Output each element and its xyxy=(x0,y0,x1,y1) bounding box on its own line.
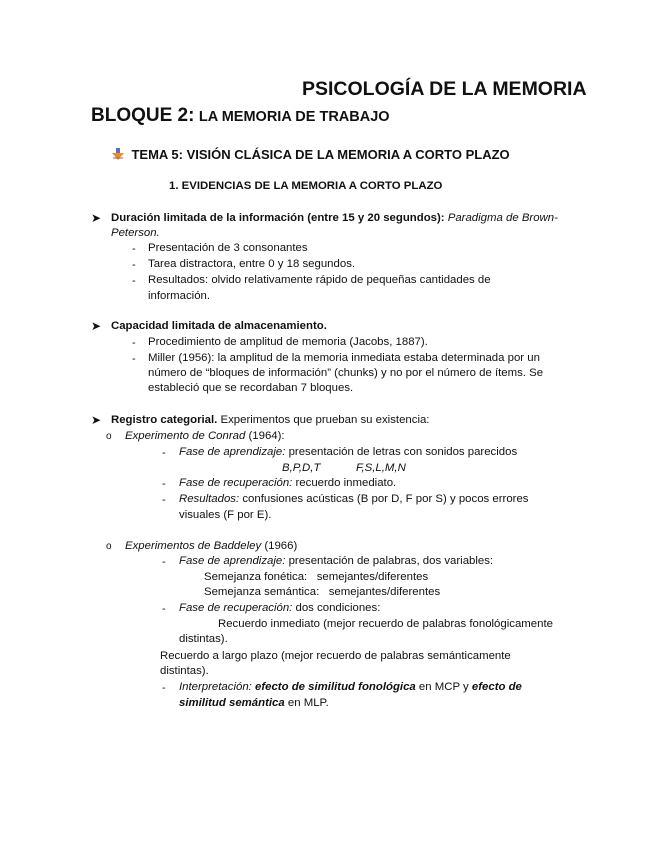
list-item-continuation: estableció que se recordaban 7 bloques. xyxy=(148,382,354,394)
baddeley-recuerdo-largo-plazo-cont: distintas). xyxy=(160,665,209,677)
baddeley-recuerdo-inmediato: Recuerdo inmediato (mejor recuerdo de palabras fonológicamente xyxy=(218,618,553,630)
conrad-resultados: Resultados: confusiones acústicas (B por D, F por S) y pocos errores xyxy=(179,493,529,505)
capacidad-heading: Capacidad limitada de almacenamiento. xyxy=(111,320,327,332)
dash-bullet-icon: - xyxy=(132,353,136,365)
topic-heading xyxy=(111,146,510,164)
dash-bullet-icon: - xyxy=(162,556,166,568)
list-item: Procedimiento de amplitud de memoria (Jacobs, 1887). xyxy=(148,336,428,348)
baddeley-title: Experimentos de Baddeley (1966) xyxy=(125,540,298,552)
list-item: Tarea distractora, entre 0 y 18 segundos. xyxy=(148,258,356,270)
circle-bullet-icon: o xyxy=(106,431,112,442)
block-title: LA MEMORIA DE TRABAJO xyxy=(198,109,390,125)
dash-bullet-icon: - xyxy=(162,447,166,459)
dash-bullet-icon: - xyxy=(162,603,166,615)
topic-title: TEMA 5: VISIÓN CLÁSICA DE LA MEMORIA A CORTO PLAZO xyxy=(131,147,510,162)
list-item: Resultados: olvido relativamente rápido de pequeñas cantidades de xyxy=(148,274,491,286)
block-heading xyxy=(91,105,390,127)
dash-bullet-icon: - xyxy=(132,243,136,255)
registro-heading: Registro categorial. Experimentos que prueban su existencia: xyxy=(111,414,430,426)
duracion-paradigm: Peterson. xyxy=(111,227,160,239)
baddeley-fase-recuperacion: Fase de recuperación: dos condiciones: xyxy=(179,602,381,614)
block-label: BLOQUE 2: xyxy=(91,105,195,126)
conrad-letters-1: B,P,D,T xyxy=(282,462,321,474)
list-item-continuation: número de “bloques de información” (chunks) y no por el número de ítems. Se xyxy=(148,367,544,379)
conrad-letters-2: F,S,L,M,N xyxy=(356,462,406,474)
list-item-continuation: información. xyxy=(148,290,211,302)
conrad-fase-aprendizaje: Fase de aprendizaje: presentación de letras con sonidos parecidos xyxy=(179,446,518,458)
list-item: Miller (1956): la amplitud de la memoria inmediata estaba determinada por un xyxy=(148,352,540,364)
duracion-heading: Duración limitada de la información (entre 15 y 20 segundos): Paradigma de Brown- xyxy=(111,212,558,224)
baddeley-semejanza-semantica: Semejanza semántica: semejantes/diferentes xyxy=(204,586,441,598)
list-item: Presentación de 3 consonantes xyxy=(148,242,308,254)
dash-bullet-icon: - xyxy=(132,259,136,271)
dash-bullet-icon: - xyxy=(132,337,136,349)
conrad-resultados-cont: visuales (F por E). xyxy=(179,509,272,521)
dash-bullet-icon: - xyxy=(162,478,166,490)
baddeley-fase-aprendizaje: Fase de aprendizaje: presentación de palabras, dos variables: xyxy=(179,555,494,567)
baddeley-semejanza-fonetica: Semejanza fonética: semejantes/diferentes xyxy=(204,571,429,583)
baddeley-interpretacion-cont: similitud semántica en MLP. xyxy=(179,697,329,709)
page-title: PSICOLOGÍA DE LA MEMORIA xyxy=(302,78,587,100)
dash-bullet-icon: - xyxy=(132,275,136,287)
arrow-bullet-icon: ➤ xyxy=(91,211,102,225)
baddeley-interpretacion: Interpretación: efecto de similitud fonológica en MCP y efecto de xyxy=(179,681,522,693)
section-title: 1. EVIDENCIAS DE LA MEMORIA A CORTO PLAZO xyxy=(169,180,443,192)
conrad-title: Experimento de Conrad (1964): xyxy=(125,430,285,442)
baddeley-recuerdo-largo-plazo: Recuerdo a largo plazo (mejor recuerdo de palabras semánticamente xyxy=(160,650,511,662)
arrow-bullet-icon: ➤ xyxy=(91,319,102,333)
dash-bullet-icon: - xyxy=(162,682,166,694)
arrow-bullet-icon: ➤ xyxy=(91,413,102,427)
baddeley-recuerdo-inmediato-cont: distintas). xyxy=(179,633,228,645)
dash-bullet-icon: - xyxy=(162,494,166,506)
arrow-down-icon xyxy=(111,147,125,161)
circle-bullet-icon: o xyxy=(106,541,112,552)
conrad-fase-recuperacion: Fase de recuperación: recuerdo inmediato. xyxy=(179,477,397,489)
